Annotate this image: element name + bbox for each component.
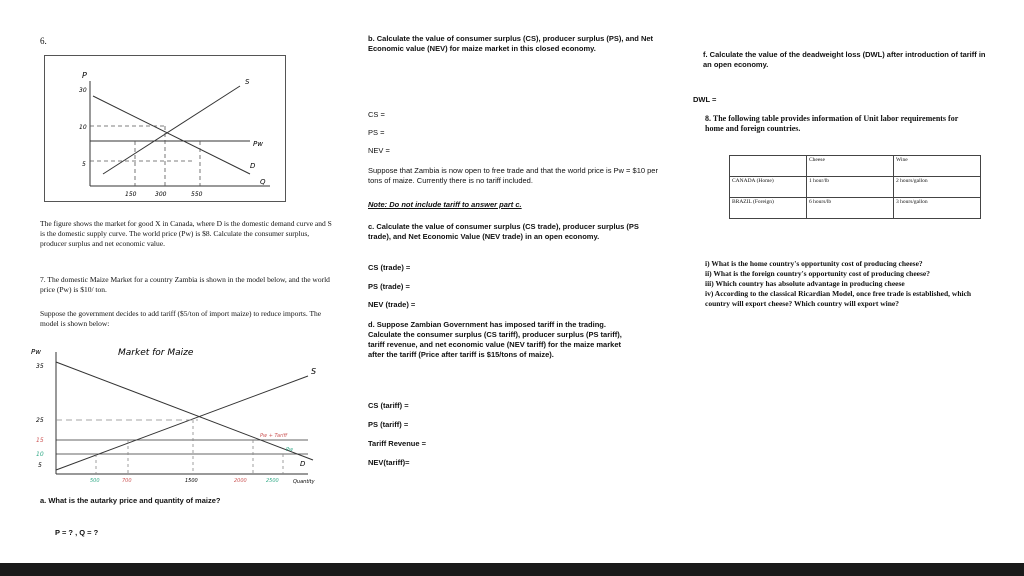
table-cell: 1 hour/lb: [807, 177, 894, 198]
graph2-axis-q: Quantity: [293, 479, 315, 485]
graph1-tick-5: 5: [82, 161, 86, 168]
graph1-demand-line: [93, 96, 250, 174]
graph2-tick-1500: 1500: [185, 478, 198, 484]
table-header-cell: Cheese: [807, 156, 894, 177]
nev-tariff-label: NEV(tariff)=: [368, 458, 410, 467]
labor-table: [729, 155, 981, 219]
graph1-tick-30: 30: [79, 87, 87, 94]
graph1-tick-300: 300: [155, 191, 167, 198]
table-cell: 2 hours/gallon: [894, 177, 981, 198]
graph1-supply-line: [103, 86, 240, 174]
graph2-tick-2000: 2000: [234, 478, 247, 484]
graph2-demand-line: [56, 362, 313, 460]
part-d-question: d. Suppose Zambian Government has imposed tariff in the trading. Calculate the consumer surplus (CS tariff), producer surplus (PS tariff), tariff revenue, and net economic value (NEV tariff) for the maize market after the tariff (Price after tariff is $15/tons of maize).: [368, 320, 622, 359]
graph1-tick-550: 550: [191, 191, 203, 198]
graph2-tick-15: 15: [36, 437, 44, 444]
graph1-tick-150: 150: [125, 191, 137, 198]
dwl-label: DWL =: [693, 95, 717, 104]
cs-trade-label: CS (trade) =: [368, 263, 411, 272]
table-cell: 3 hours/gallon: [894, 198, 981, 219]
table-header-cell: [730, 156, 807, 177]
maize-market-svg: [28, 342, 338, 488]
bottom-bar: [0, 563, 1024, 576]
graph1-axis-p: P: [82, 71, 87, 80]
question-number-6: 6.: [40, 36, 47, 46]
question-8-text: 8. The following table provides information of Unit labor requirements for home and foreign countries.: [705, 114, 959, 133]
table-header-row: [730, 156, 981, 177]
maize-market-graph: [28, 342, 338, 488]
tariff-revenue-label: Tariff Revenue =: [368, 439, 427, 448]
nev-trade-label: NEV (trade) =: [368, 300, 416, 309]
graph2-label-d: D: [300, 460, 306, 468]
question-8-list: [705, 259, 985, 309]
table-cell: BRAZIL (Foreign): [730, 198, 807, 219]
graph2-tick-5: 5: [38, 462, 42, 469]
graph2-supply-line: [56, 376, 308, 470]
ps-trade-label: PS (trade) =: [368, 282, 410, 291]
part-f-question: f. Calculate the value of the deadweight loss (DWL) after introduction of tariff in an open economy.: [703, 50, 986, 69]
graph2-tick-500: 500: [90, 478, 100, 484]
graph2-tick-700: 700: [122, 478, 132, 484]
question-6-text: The figure shows the market for good X in Canada, where D is the domestic demand curve and S is the domestic supply curve. The world price (Pw) is $8. Calculate the consumer surplus, producer surplus and net economic value.: [40, 219, 332, 248]
part-c-question: c. Calculate the value of consumer surplus (CS trade), producer surplus (PS trade), and Net Economic Value (NEV trade) in an open economy.: [368, 222, 639, 241]
question-7-text: 7. The domestic Maize Market for a country Zambia is shown in the model below, and the world price (Pw) is $10/ ton.: [40, 275, 330, 294]
graph1-label-pw: Pw: [253, 140, 263, 148]
graph2-tick-10: 10: [36, 451, 44, 458]
table-row: [730, 177, 981, 198]
cs-tariff-label: CS (tariff) =: [368, 401, 409, 410]
cs-closed-label: CS =: [368, 110, 385, 119]
nev-closed-label: NEV =: [368, 146, 390, 155]
graph1-label-s: S: [245, 78, 250, 86]
ps-closed-label: PS =: [368, 128, 385, 137]
graph1-axis-q: Q: [260, 178, 266, 186]
graph2-tick-35: 35: [36, 363, 44, 370]
table-cell: 6 hours/lb: [807, 198, 894, 219]
graph2-label-pw: Pw: [286, 447, 294, 453]
graph2-label-s: S: [311, 367, 317, 376]
note-text: Note: Do not include tariff to answer part c.: [368, 200, 522, 209]
list-item: i) What is the home country's opportunity cost of producing cheese?: [705, 259, 923, 268]
table-row: [730, 198, 981, 219]
list-item: ii) What is the foreign country's opportunity cost of producing cheese?: [705, 269, 931, 278]
table-cell: CANADA (Home): [730, 177, 807, 198]
question-7-tariff-text: Suppose the government decides to add tariff ($5/ton of import maize) to reduce imports. The model is shown below:: [40, 309, 322, 328]
graph1-label-d: D: [250, 162, 256, 170]
graph1-tick-10: 10: [79, 124, 87, 131]
graph2-tick-25: 25: [36, 417, 44, 424]
part-a-answer: P = ? , Q = ?: [55, 528, 99, 537]
part-b-question: b. Calculate the value of consumer surplus (CS), producer surplus (PS), and Net Economic value (NEV) for maize market in this closed economy.: [368, 34, 654, 53]
list-item: iv) According to the classical Ricardian Model, once free trade is established, which country will export cheese? Which country will export wine?: [705, 289, 972, 308]
graph2-label-pw-tariff: Pw + Tariff: [260, 433, 288, 439]
part-a-question: a. What is the autarky price and quantity of maize?: [40, 496, 221, 505]
canada-market-graph: [44, 55, 286, 202]
free-trade-text: Suppose that Zambia is now open to free trade and that the world price is Pw = $10 per tons of maize. Currently there is no tariff included.: [368, 166, 658, 185]
canada-market-svg: [45, 56, 285, 201]
list-item: iii) Which country has absolute advantage in producing cheese: [705, 279, 905, 288]
graph2-tick-2500: 2500: [266, 478, 279, 484]
ps-tariff-label: PS (tariff) =: [368, 420, 409, 429]
graph2-axis-p: Pw: [31, 348, 41, 356]
table-header-cell: Wine: [894, 156, 981, 177]
graph2-title: Market for Maize: [118, 348, 194, 358]
